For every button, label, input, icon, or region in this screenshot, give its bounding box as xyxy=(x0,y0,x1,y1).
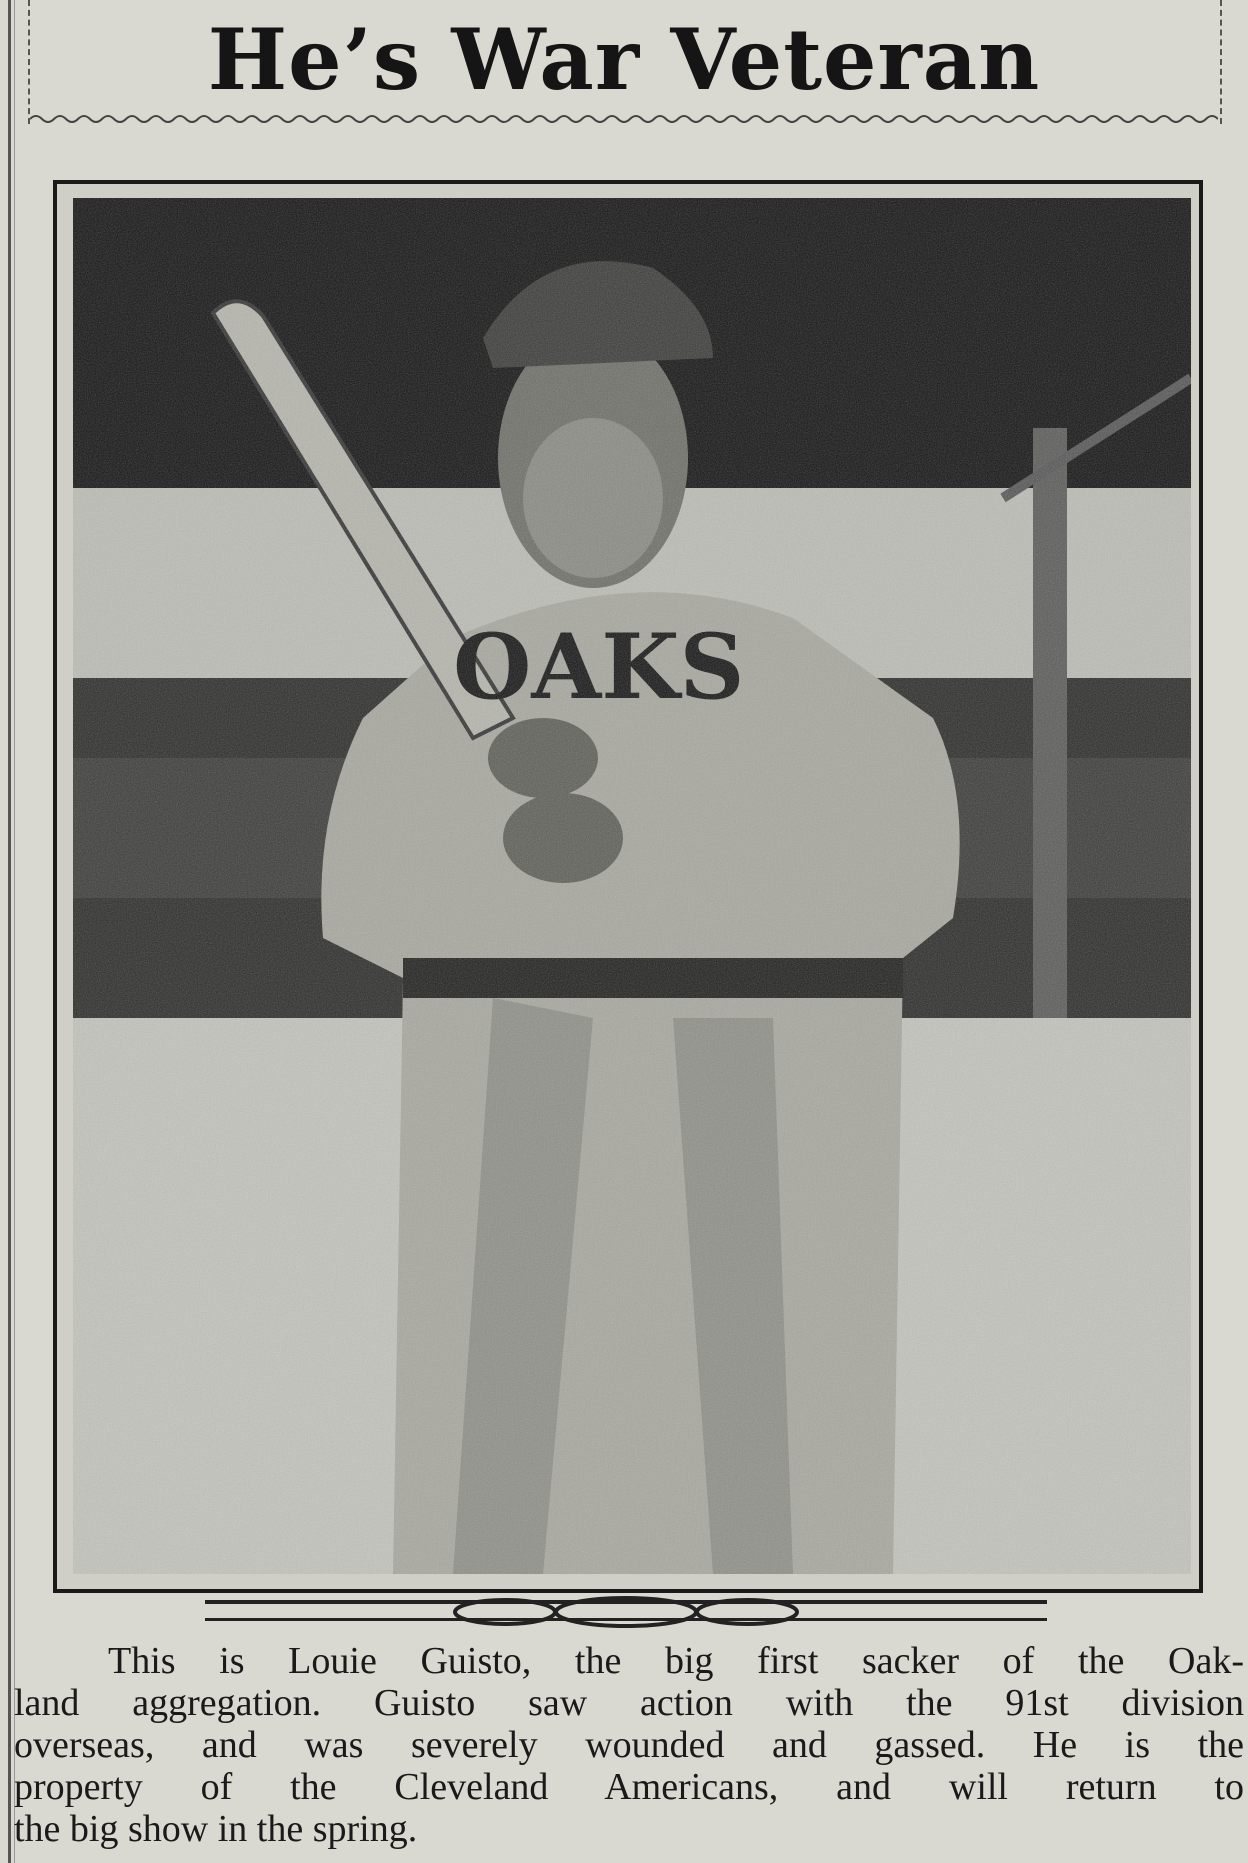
caption-line: property of the Cleveland Americans, and will return to xyxy=(14,1766,1244,1808)
caption-line: This is Louie Guisto, the big first sacker of the Oak- xyxy=(108,1640,1244,1682)
headline: He’s War Veteran xyxy=(207,10,1041,109)
ornament-divider xyxy=(205,1594,1047,1630)
caption-line: overseas, and was severely wounded and gassed. He is the xyxy=(14,1724,1244,1766)
wavy-rule xyxy=(30,112,1218,126)
player-photo xyxy=(73,198,1191,1574)
column-rule-thin xyxy=(14,0,15,1863)
photo-caption xyxy=(14,1640,1244,1860)
caption-line: the big show in the spring. xyxy=(14,1808,418,1850)
column-rule xyxy=(8,0,11,1863)
baseball-player-photo-icon xyxy=(73,198,1191,1574)
caption-line: land aggregation. Guisto saw action with the 91st division xyxy=(14,1682,1244,1724)
